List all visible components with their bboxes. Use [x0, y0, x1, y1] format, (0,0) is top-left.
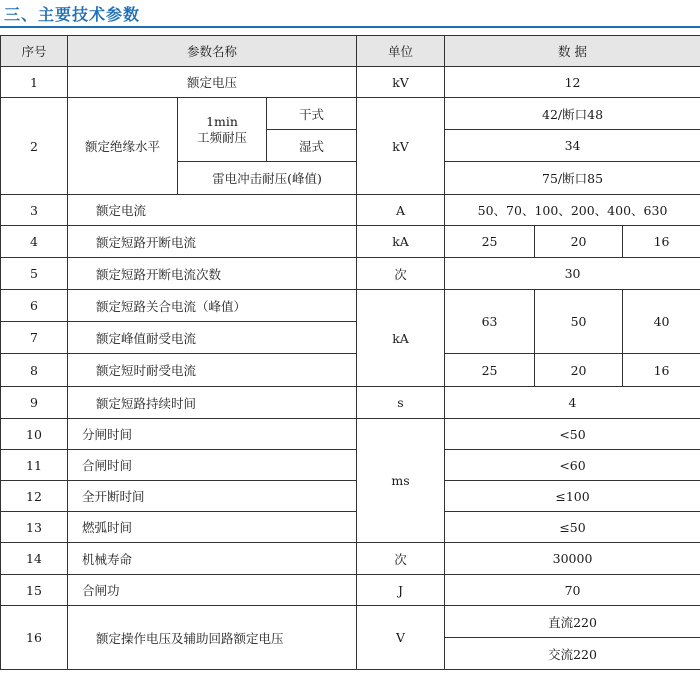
row-no: 8 [1, 354, 68, 387]
param-value: ≤50 [445, 512, 700, 543]
param-value: 25 [445, 354, 535, 387]
wet-label: 湿式 [267, 130, 357, 162]
param-value: <60 [445, 450, 700, 481]
param-name: 额定短路开断电流 [68, 226, 357, 258]
table-row [1, 195, 700, 226]
header-no: 序号 [1, 36, 68, 67]
table-row [1, 387, 700, 419]
param-unit: kV [357, 67, 445, 98]
table-row [1, 258, 700, 290]
param-value: 40 [623, 290, 700, 354]
param-value-dry: 42/断口48 [445, 98, 700, 130]
param-value: 25 [445, 226, 535, 258]
param-name: 全开断时间 [68, 481, 357, 512]
param-value: ≤100 [445, 481, 700, 512]
table-header-row [1, 36, 700, 67]
table-row [1, 226, 700, 258]
table-row [1, 575, 700, 606]
table-row [1, 606, 700, 638]
param-unit: V [357, 606, 445, 670]
param-name: 额定绝缘水平 [68, 98, 178, 195]
param-unit: s [357, 387, 445, 419]
table-row [1, 354, 700, 387]
row-no: 3 [1, 195, 68, 226]
param-unit: J [357, 575, 445, 606]
table-row [1, 450, 700, 481]
row-no: 10 [1, 419, 68, 450]
param-name: 燃弧时间 [68, 512, 357, 543]
param-name: 分闸时间 [68, 419, 357, 450]
param-unit: kV [357, 98, 445, 195]
row-no: 16 [1, 606, 68, 670]
row-no: 13 [1, 512, 68, 543]
param-value-ac: 交流220 [445, 638, 700, 670]
row-no: 1 [1, 67, 68, 98]
param-unit: kA [357, 290, 445, 387]
lightning-label: 雷电冲击耐压(峰值) [178, 162, 357, 195]
row-no: 2 [1, 98, 68, 195]
param-name: 额定电流 [68, 195, 357, 226]
table-row [1, 543, 700, 575]
title-divider [0, 26, 700, 28]
withstand-label: 工频耐压 [196, 129, 247, 145]
row-no: 11 [1, 450, 68, 481]
row-no: 9 [1, 387, 68, 419]
row-no: 5 [1, 258, 68, 290]
row-no: 4 [1, 226, 68, 258]
param-value: 20 [535, 226, 623, 258]
param-value: 70 [445, 575, 700, 606]
dry-label: 干式 [267, 98, 357, 130]
param-value-lightning: 75/断口85 [445, 162, 700, 195]
param-name: 额定短路开断电流次数 [68, 258, 357, 290]
header-unit: 单位 [357, 36, 445, 67]
row-no: 14 [1, 543, 68, 575]
param-unit: kA [357, 226, 445, 258]
param-value: 20 [535, 354, 623, 387]
power-frequency-label [178, 98, 267, 162]
param-name: 额定操作电压及辅助回路额定电压 [68, 606, 357, 670]
param-value: 16 [623, 354, 700, 387]
table-row [1, 98, 700, 130]
param-value: 30000 [445, 543, 700, 575]
param-value: 4 [445, 387, 700, 419]
param-value: 50 [535, 290, 623, 354]
row-no: 7 [1, 322, 68, 354]
table-row [1, 481, 700, 512]
row-no: 6 [1, 290, 68, 322]
param-value-wet: 34 [445, 130, 700, 162]
param-name: 额定短路持续时间 [68, 387, 357, 419]
param-value: 30 [445, 258, 700, 290]
param-name: 合闸功 [68, 575, 357, 606]
param-unit: A [357, 195, 445, 226]
duration-label: 1min [206, 113, 238, 129]
row-no: 15 [1, 575, 68, 606]
param-unit: ms [357, 419, 445, 543]
row-no: 12 [1, 481, 68, 512]
table-row [1, 67, 700, 98]
param-value: 50、70、100、200、400、630 [445, 195, 700, 226]
param-value: 16 [623, 226, 700, 258]
table-row [1, 419, 700, 450]
param-value-dc: 直流220 [445, 606, 700, 638]
header-data: 数 据 [445, 36, 700, 67]
param-name: 额定短时耐受电流 [68, 354, 357, 387]
param-unit: 次 [357, 543, 445, 575]
table-row [1, 290, 700, 322]
param-name: 额定电压 [68, 67, 357, 98]
param-name: 机械寿命 [68, 543, 357, 575]
spec-table [0, 35, 700, 670]
param-value: 63 [445, 290, 535, 354]
header-name: 参数名称 [68, 36, 357, 67]
param-value: 12 [445, 67, 700, 98]
param-name: 额定短路关合电流（峰值） [68, 290, 357, 322]
param-value: <50 [445, 419, 700, 450]
section-title: 三、主要技术参数 [4, 5, 141, 24]
table-row [1, 512, 700, 543]
param-unit: 次 [357, 258, 445, 290]
param-name: 额定峰值耐受电流 [68, 322, 357, 354]
param-name: 合闸时间 [68, 450, 357, 481]
